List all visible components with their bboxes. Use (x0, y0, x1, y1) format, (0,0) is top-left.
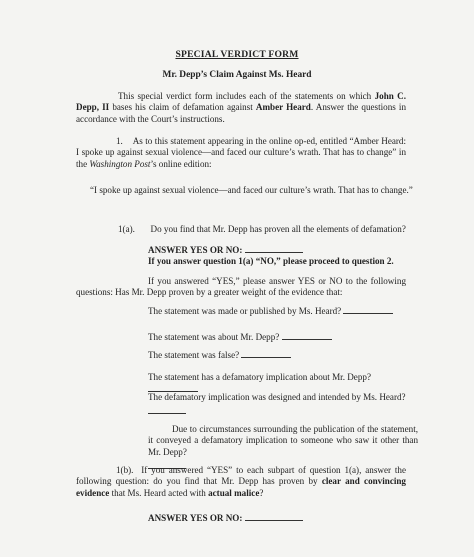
publication-name: Washington Post (89, 158, 151, 169)
answer-1a-blank[interactable] (245, 244, 303, 253)
statement-1-paragraph: 1. As to this statement appearing in the online op-ed, entitled “Amber Heard: I spoke up against sexual violence—and faced our culture’s wrath. That has to change” in the Washington Post’s online edition: (76, 136, 407, 169)
question-1b: 1(b). If you answered “YES” to each subpart of question 1(a), answer the following question: do you find that Mr. Depp has proven by clear and convincing evidence that Ms. Heard acted with actual malice? (76, 465, 407, 498)
form-title: SPECIAL VERDICT FORM (175, 49, 299, 60)
subquestion-f: Due to circumstances surrounding the publication of the statement, it conveyed a defamatory implication to someone who saw it other than Mr. Depp? (148, 424, 418, 469)
answer-blank-e[interactable] (148, 403, 186, 414)
answer-blank-b[interactable] (282, 331, 332, 340)
answer-label: ANSWER YES OR NO: (148, 245, 243, 255)
actual-malice: actual malice (208, 487, 260, 498)
name-depp: John C. Depp, II (76, 91, 406, 113)
if-yes-paragraph: If you answered “YES,” please answer YES or NO to the following questions: Has Mr. Depp proven by a greater weight of the evidence that: (76, 276, 406, 298)
question-1a: 1(a). Do you find that Mr. Depp has proven all the elements of defamation? (118, 224, 406, 234)
name-heard: Amber Heard (255, 102, 311, 113)
intro-paragraph: This special verdict form includes each of the statements on which John C. Depp, II bases his claim of defamation against Amber Heard. Answer the questions in accordance with the Court’s instructions. (76, 91, 406, 124)
answer-label-1b: ANSWER YES OR NO: (148, 513, 243, 523)
subquestion-e: The defamatory implication was designed and intended by Ms. Heard? (148, 392, 418, 414)
standard-of-proof: clear and convincing evidence (76, 476, 406, 498)
answer-1b-block (148, 512, 303, 524)
subquestion-b: The statement was about Mr. Depp? (148, 331, 418, 343)
quoted-statement: “I spoke up against sexual violence—and faced our culture’s wrath. That has to change.” (90, 185, 413, 195)
answer-blank-a[interactable] (343, 305, 393, 314)
form-subtitle: Mr. Depp’s Claim Against Ms. Heard (162, 70, 312, 80)
subquestion-d: The statement has a defamatory implication about Mr. Depp? (148, 372, 418, 396)
subquestion-a: The statement was made or published by Ms. Heard? (148, 305, 418, 317)
answer-1a-block (148, 244, 408, 268)
question-number-1b: 1(b). (116, 465, 134, 475)
instruction-1a: If you answer question 1(a) “NO,” please proceed to question 2. (148, 256, 394, 267)
statement-number: 1. (116, 136, 123, 146)
answer-blank-c[interactable] (241, 349, 291, 358)
subquestion-c: The statement was false? (148, 349, 418, 361)
answer-1b-blank[interactable] (245, 512, 303, 521)
question-number: 1(a). (118, 224, 135, 234)
